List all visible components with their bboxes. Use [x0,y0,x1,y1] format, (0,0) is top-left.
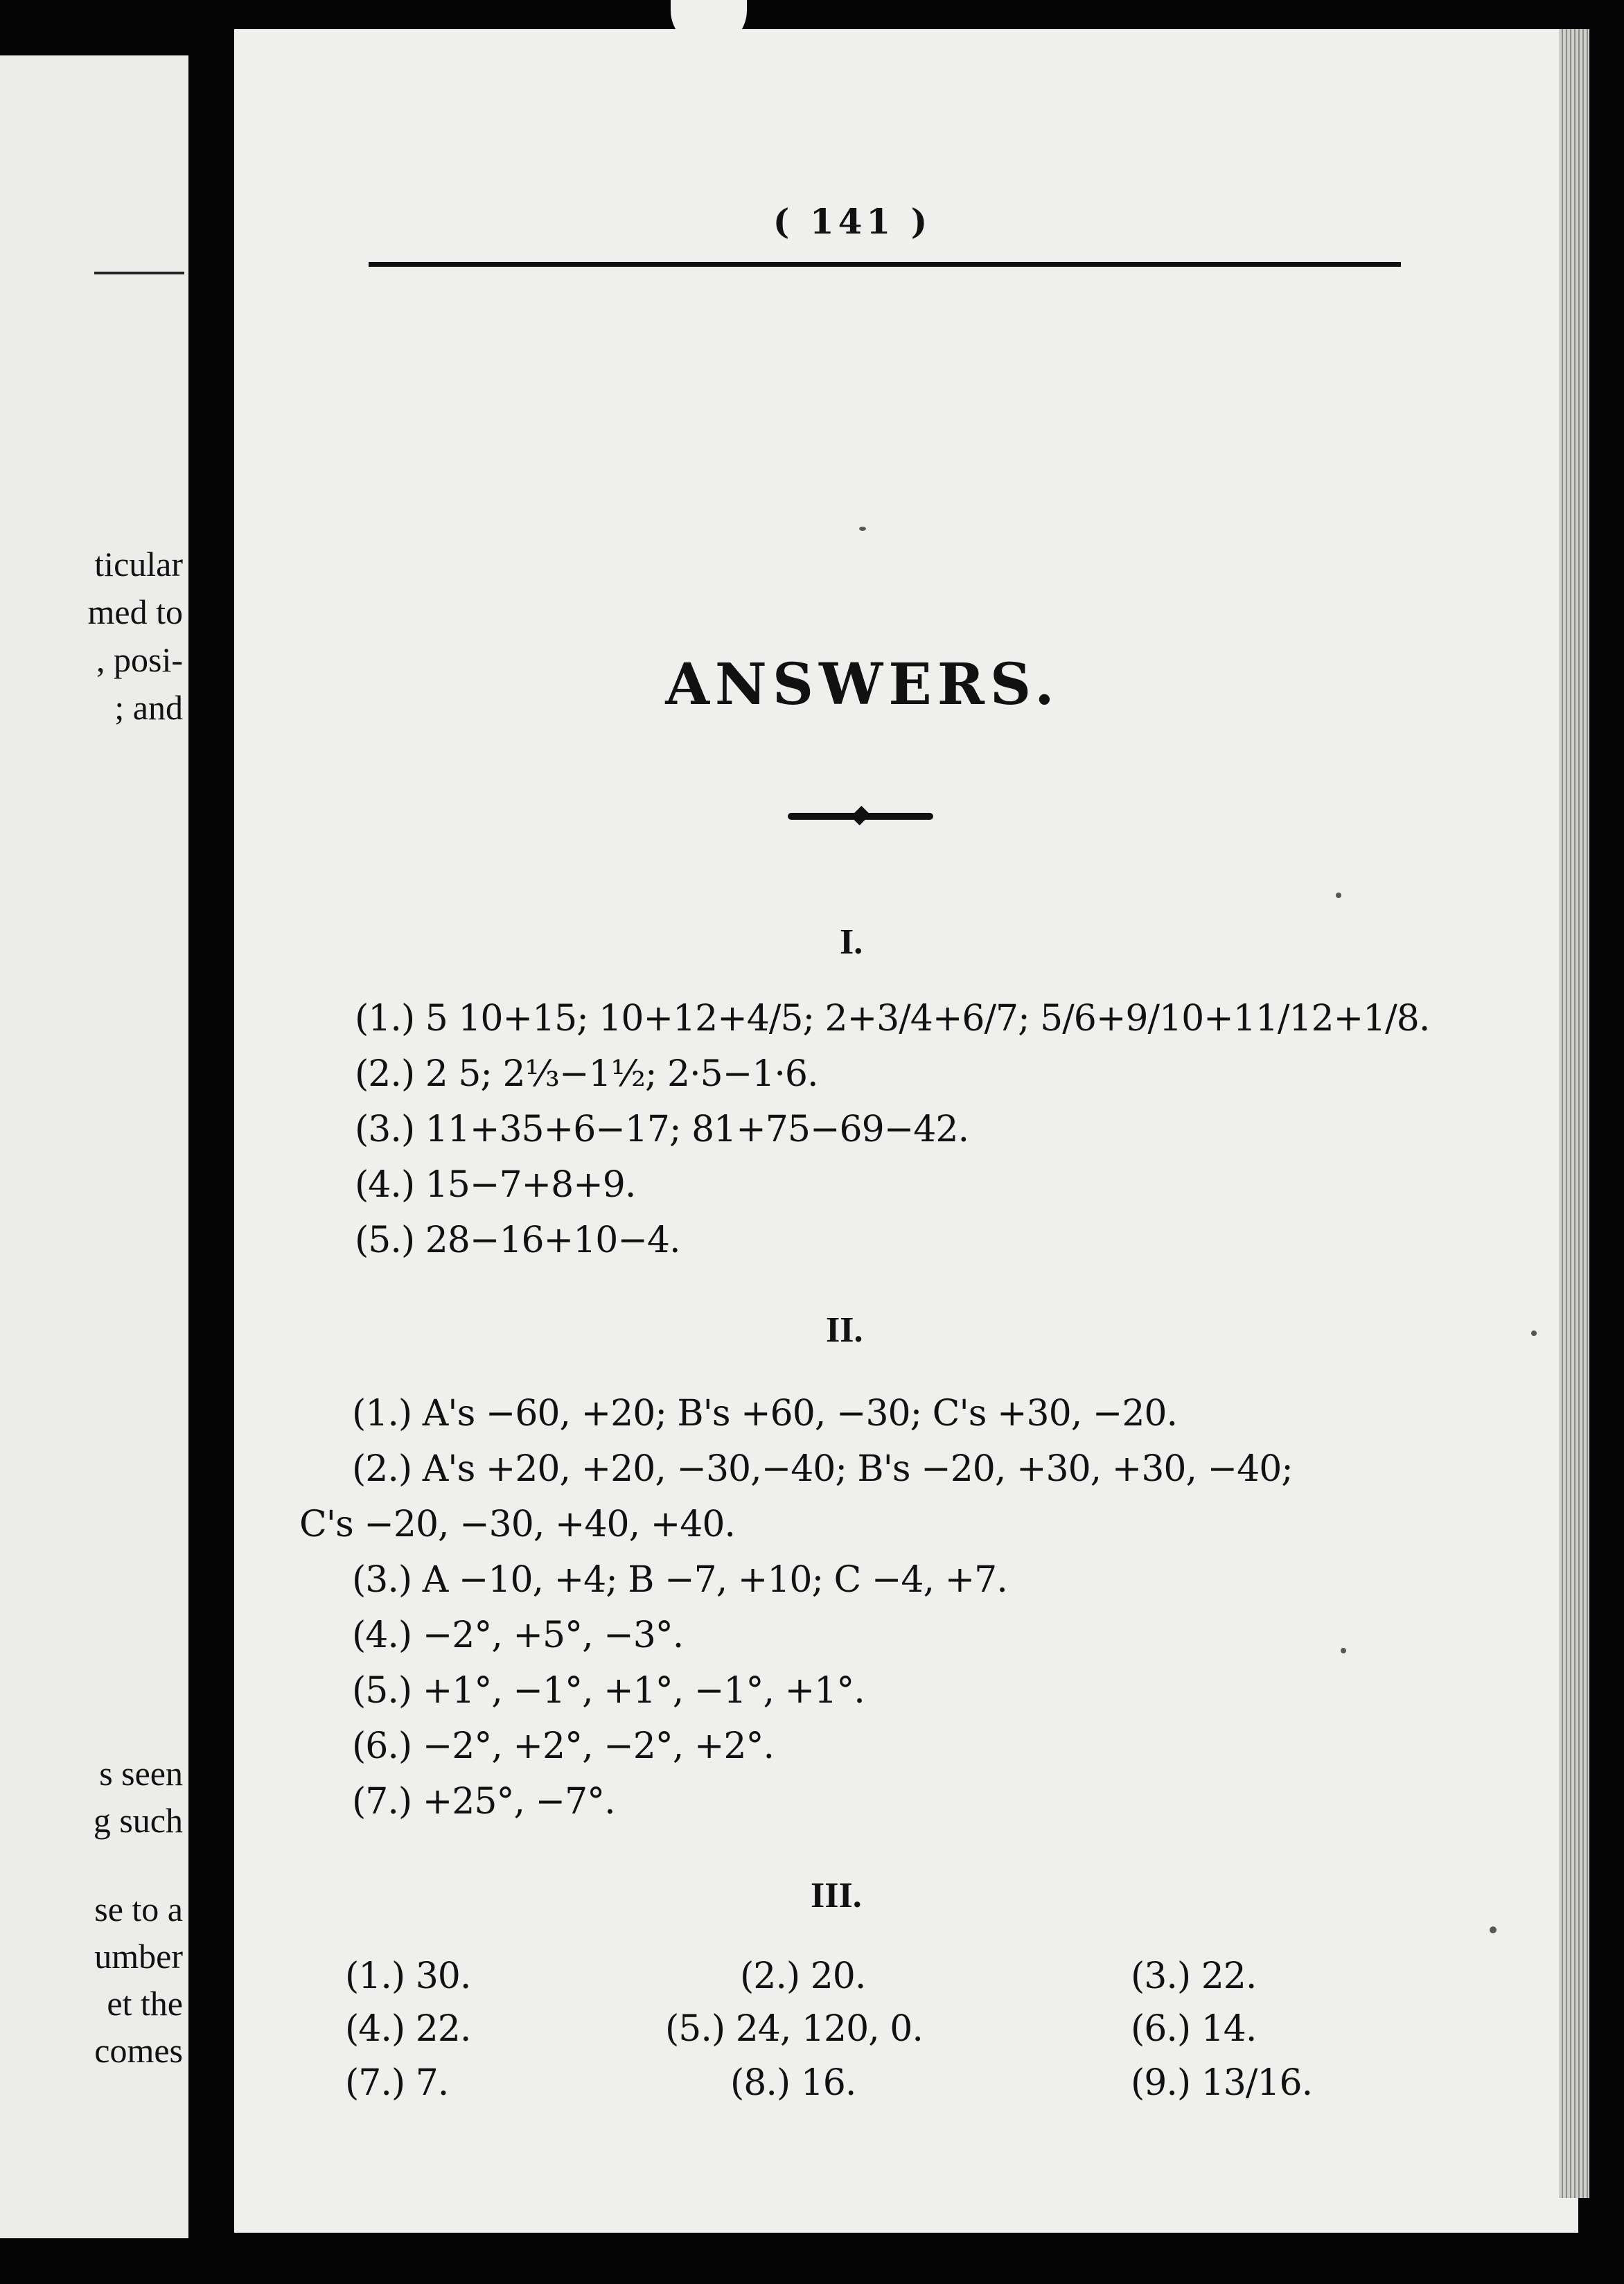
scan-speck [1490,1926,1497,1933]
answer-line: (3.) 11+35+6−17; 81+75−69−42. [355,1109,969,1150]
left-page-fragment: med to [87,592,183,631]
header-rule [369,262,1401,267]
answer-cell: (1.) 30. [345,1956,471,1997]
answer-line: (7.) +25°, −7°. [352,1781,615,1822]
answer-line: (4.) −2°, +5°, −3°. [352,1615,684,1656]
page-title: ANSWERS. [665,651,1060,718]
left-page-fragment: ; and [114,688,183,727]
answer-line: (1.) 5 10+15; 10+12+4/5; 2+3/4+6/7; 5/6+9/10+11/12+1/8. [355,998,1430,1039]
section-heading-iii: III. [811,1876,862,1915]
left-page-fragment: et the [107,1984,183,2023]
answer-line: (6.) −2°, +2°, −2°, +2°. [352,1725,775,1767]
left-page-rule [94,272,184,274]
scan-speck [1341,1648,1346,1653]
answer-cell: (6.) 14. [1131,2008,1257,2050]
answer-line: (4.) 15−7+8+9. [355,1164,636,1206]
page-stack-edge [1559,29,1589,2198]
scan-speck [1531,1330,1537,1336]
left-page-fragment: s seen [99,1754,183,1793]
left-page-fragment: se to a [94,1890,183,1929]
left-page-fragment: g such [93,1801,183,1840]
answer-cell: (4.) 22. [345,2008,471,2050]
section-heading-ii: II. [826,1310,863,1350]
answer-line: (3.) A −10, +4; B −7, +10; C −4, +7. [352,1559,1007,1601]
answer-line-continuation: C's −20, −30, +40, +40. [299,1504,735,1545]
page-number: ( 141 ) [773,201,932,242]
answer-line: (5.) +1°, −1°, +1°, −1°, +1°. [352,1670,865,1712]
answer-cell: (5.) 24, 120, 0. [665,2008,923,2050]
answer-cell: (7.) 7. [345,2062,449,2104]
scan-speck [859,527,866,531]
answer-cell: (8.) 16. [730,2062,856,2104]
answer-cell: (2.) 20. [740,1956,866,1997]
left-page-fragment: comes [94,2031,183,2070]
answer-line: (2.) 2 5; 2⅓−1½; 2·5−1·6. [355,1053,818,1095]
answer-line: (5.) 28−16+10−4. [355,1220,680,1261]
answer-line: (2.) A's +20, +20, −30,−40; B's −20, +30, +30, −40; [352,1448,1293,1490]
answer-line: (1.) A's −60, +20; B's +60, −30; C's +30, −20. [352,1393,1178,1434]
scan-speck [1336,893,1341,898]
section-heading-i: I. [840,922,863,962]
left-page-fragment: , posi- [96,640,183,679]
left-page-fragment: umber [94,1937,183,1976]
answer-cell: (3.) 22. [1131,1956,1257,1997]
answer-cell: (9.) 13/16. [1131,2062,1313,2104]
left-page-fragment: ticular [94,545,183,583]
left-facing-page [0,55,188,2238]
